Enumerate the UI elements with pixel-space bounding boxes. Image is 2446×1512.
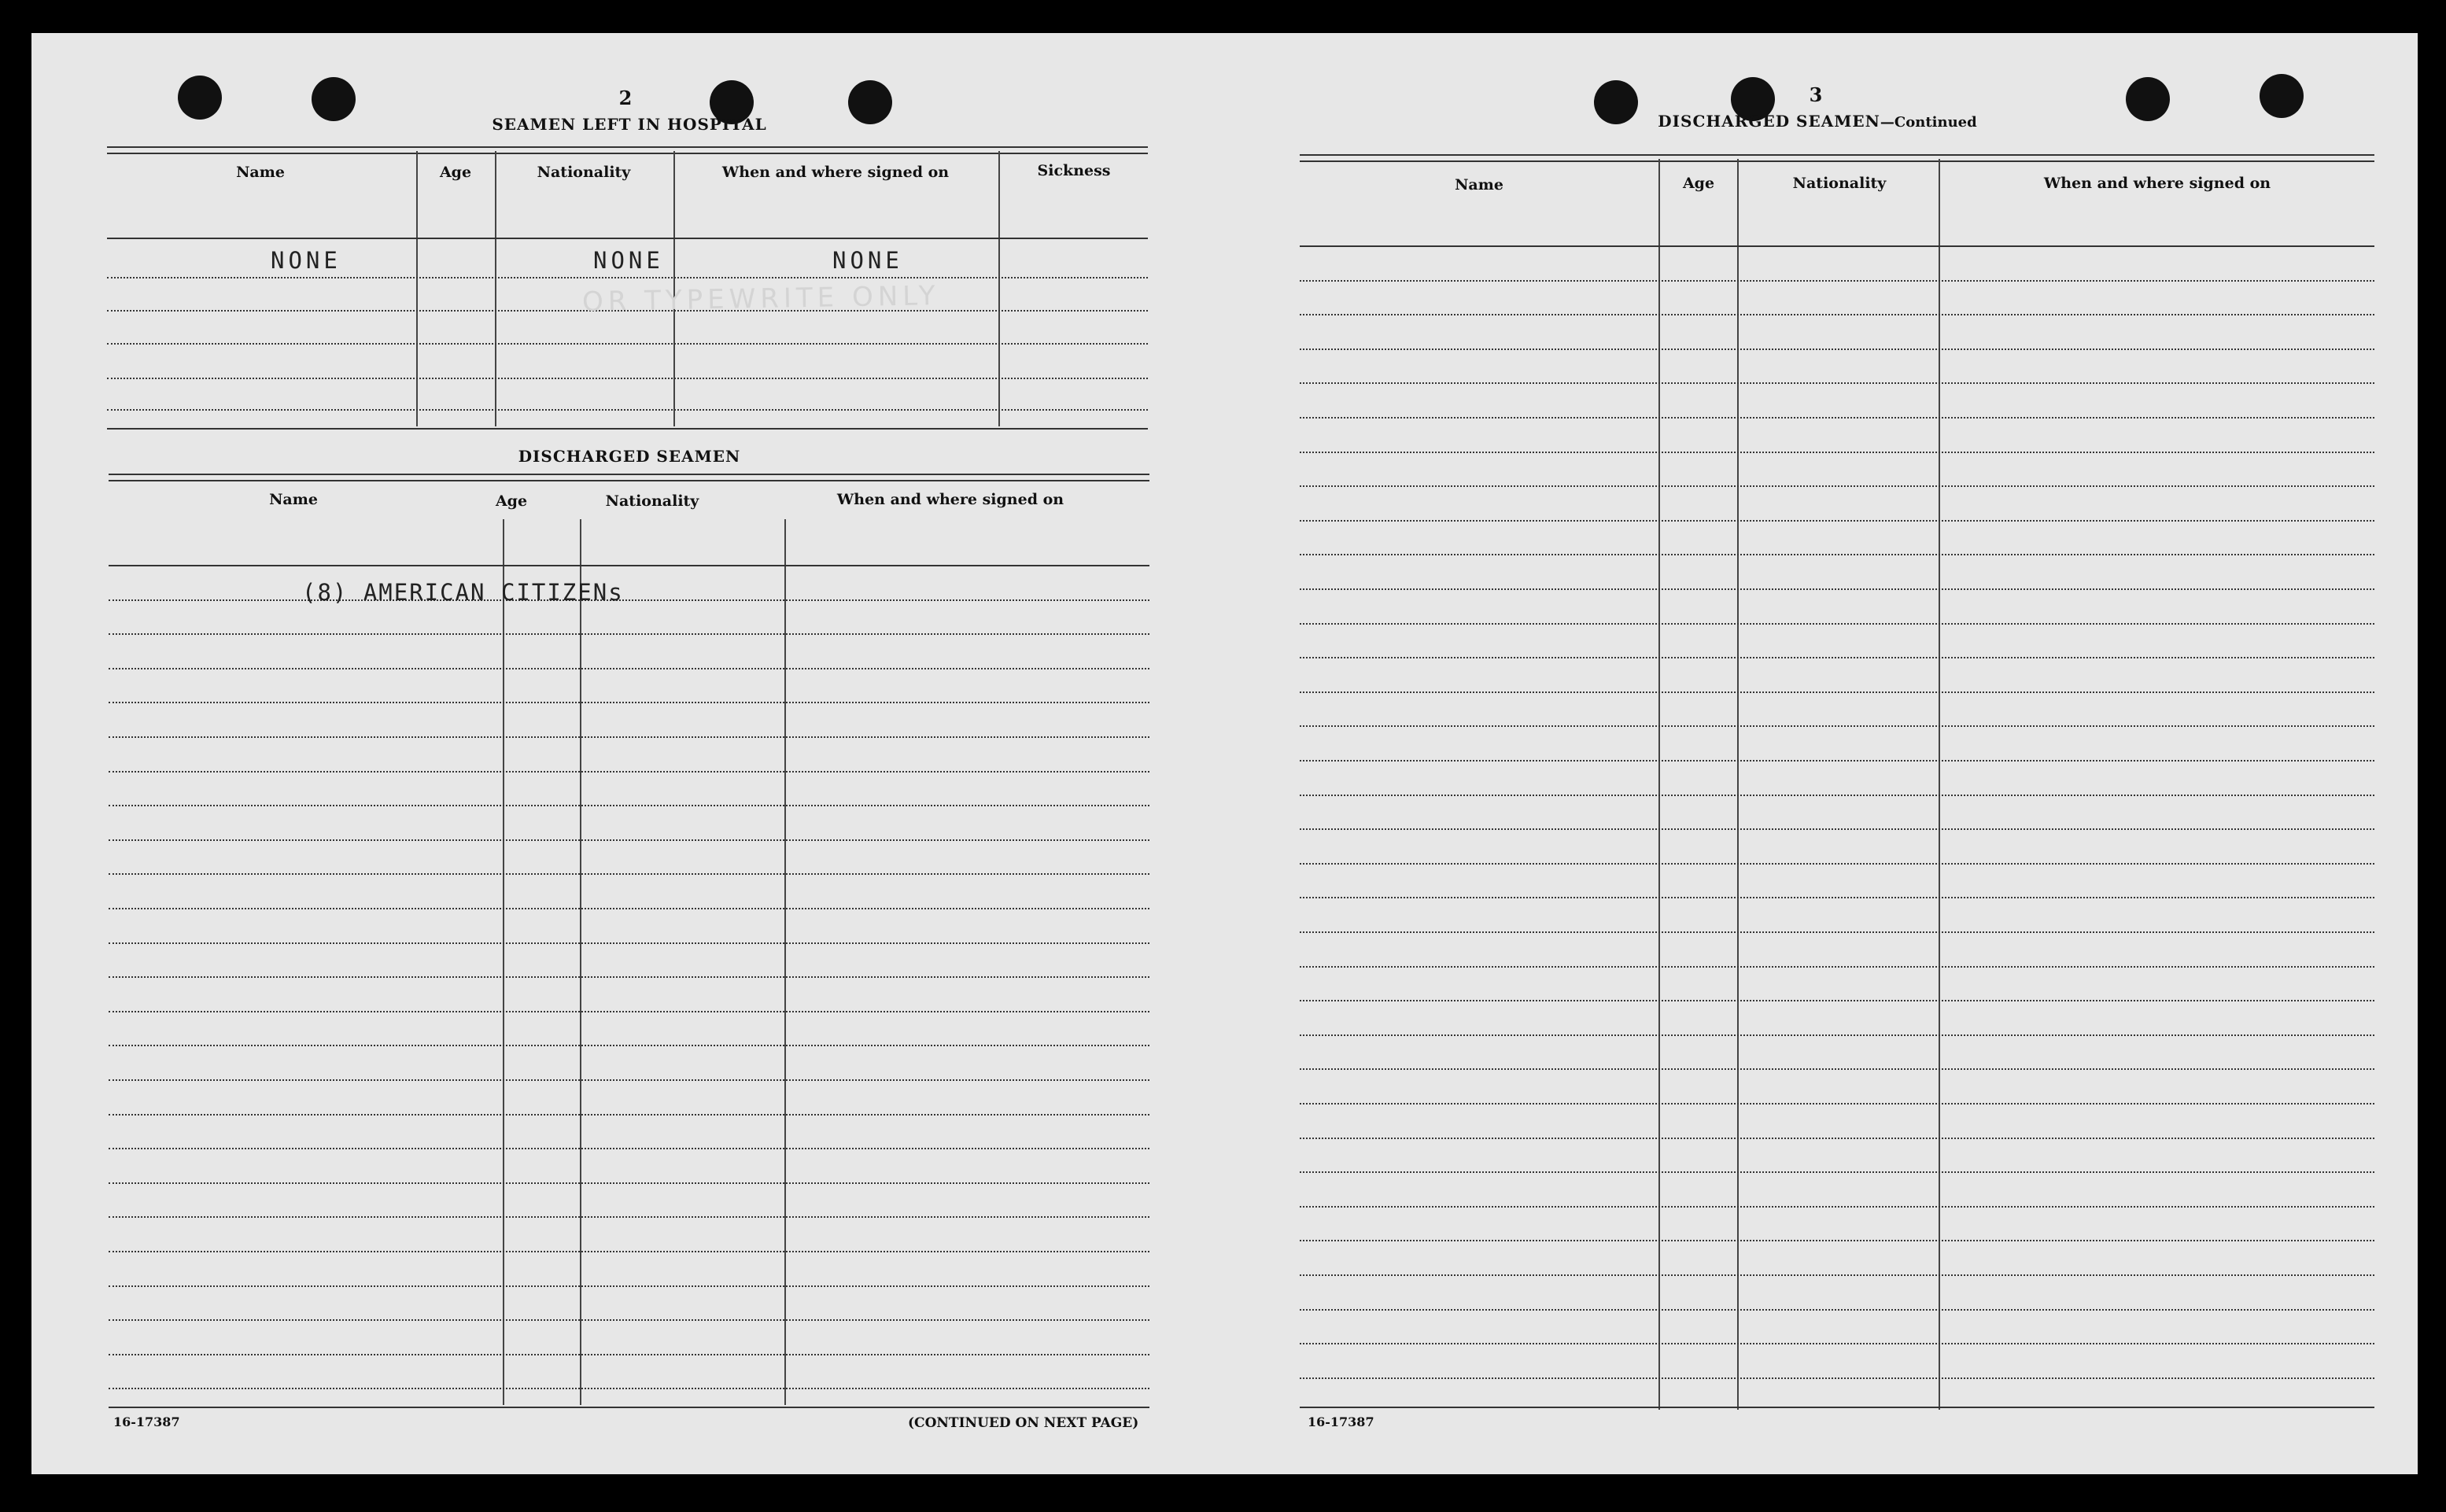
ruled-line: [1300, 245, 2374, 247]
column-header-nationality: Nationality: [605, 492, 699, 510]
ruled-line: [1300, 280, 2374, 282]
column-header-name: Name: [269, 491, 318, 508]
ruled-line: [1300, 691, 2374, 693]
ruled-line: [1300, 1309, 2374, 1311]
ruled-line: [109, 908, 1149, 909]
ruled-line: [109, 1148, 1149, 1149]
ruled-line: [109, 702, 1149, 703]
ruled-line: [1300, 417, 2374, 419]
ruled-line: [1300, 1034, 2374, 1036]
ruled-line: [1300, 760, 2374, 762]
ruled-line: [1300, 1274, 2374, 1276]
hospital-entry-nationality: NONE: [593, 247, 664, 274]
hospital-entry-when-where: NONE: [832, 247, 903, 274]
ruled-line: [109, 1079, 1149, 1081]
ruled-line: [109, 599, 1149, 601]
ruled-line: [109, 942, 1149, 944]
ruled-line: [109, 1011, 1149, 1012]
page-number-left: 2: [618, 87, 633, 109]
ruled-line: [1300, 1068, 2374, 1070]
discharged-continued-title-suffix: —Continued: [1880, 114, 1977, 131]
ruled-line: [1300, 520, 2374, 522]
punch-hole: [178, 76, 222, 120]
punch-hole: [1594, 80, 1638, 124]
ruled-line: [1300, 1206, 2374, 1208]
ruled-line: [1300, 795, 2374, 796]
column-header-name: Name: [236, 164, 285, 181]
punch-hole: [2260, 74, 2304, 118]
ruled-line: [1300, 485, 2374, 487]
ruled-line: [109, 1407, 1149, 1408]
ruled-line: [109, 1114, 1149, 1116]
form-number-right: 16-17387: [1308, 1414, 1374, 1429]
ruled-line: [109, 1319, 1149, 1321]
ruled-line: [1300, 897, 2374, 898]
ruled-line: [1300, 657, 2374, 658]
ruled-line: [109, 1354, 1149, 1355]
form-number-left: 16-17387: [113, 1414, 180, 1429]
form-sheet: [31, 33, 2418, 1474]
ruled-line: [109, 771, 1149, 773]
punch-hole: [2126, 77, 2170, 121]
column-header-nationality: Nationality: [537, 164, 631, 181]
ruled-line: [109, 633, 1149, 635]
discharged-entry: (8) AMERICAN CITIZENs: [302, 579, 624, 606]
column-header-when-where: When and where signed on: [836, 491, 1064, 508]
column-header-when-where: When and where signed on: [2043, 175, 2271, 192]
ruled-line: [1300, 348, 2374, 350]
ruled-line: [109, 1251, 1149, 1252]
ruled-line: [1300, 452, 2374, 453]
discharged-continued-title: [1652, 112, 1983, 131]
discharged-continued-table: [1300, 154, 2374, 1444]
ruled-line: [1300, 1103, 2374, 1104]
ruled-line: [1300, 554, 2374, 555]
ruled-line: [109, 976, 1149, 978]
ruled-line: [109, 1388, 1149, 1389]
ruled-line: [1300, 828, 2374, 830]
page-number-right: 3: [1809, 83, 1823, 106]
ruled-line: [109, 1045, 1149, 1046]
column-header-age: Age: [439, 164, 472, 181]
ruled-line: [109, 1182, 1149, 1184]
ruled-line: [109, 873, 1149, 875]
discharged-section-title: DISCHARGED SEAMEN: [518, 447, 741, 466]
ruled-line: [109, 565, 1149, 566]
ruled-line: [1300, 1407, 2374, 1408]
ruled-line: [1300, 1138, 2374, 1139]
column-header-age: Age: [1682, 175, 1715, 192]
ruled-line: [109, 805, 1149, 806]
ruled-line: [1300, 382, 2374, 384]
ruled-line: [1300, 1171, 2374, 1173]
continued-note: (CONTINUED ON NEXT PAGE): [908, 1415, 1139, 1431]
ruled-line: [1300, 1240, 2374, 1241]
ruled-line: [109, 839, 1149, 841]
column-header-when-where: When and where signed on: [721, 164, 950, 181]
hospital-entry-name: NONE: [271, 247, 341, 274]
column-header-sickness: Sickness: [1037, 162, 1111, 179]
ruled-line: [109, 1285, 1149, 1287]
column-header-nationality: Nationality: [1792, 175, 1887, 192]
ruled-line: [109, 668, 1149, 669]
column-header-age: Age: [495, 492, 528, 510]
ruled-line: [1300, 1377, 2374, 1379]
discharged-continued-title-main: DISCHARGED SEAMEN: [1658, 112, 1880, 131]
hospital-section-title: SEAMEN LEFT IN HOSPITAL: [492, 115, 767, 134]
discharged-table: [109, 474, 1149, 1449]
ruled-line: [109, 736, 1149, 738]
ruled-line: [109, 1216, 1149, 1218]
punch-hole: [848, 80, 892, 124]
ruled-line: [1300, 588, 2374, 590]
ruled-line: [1300, 1000, 2374, 1001]
ruled-line: [1300, 725, 2374, 727]
ruled-line: [1300, 314, 2374, 315]
column-header-name: Name: [1455, 176, 1503, 194]
punch-hole: [312, 77, 356, 121]
ruled-line: [1300, 623, 2374, 625]
ruled-line: [1300, 863, 2374, 865]
ruled-line: [1300, 1343, 2374, 1344]
ruled-line: [1300, 966, 2374, 968]
faint-stamp-text: OR TYPEWRITE ONLY: [581, 280, 940, 318]
ruled-line: [1300, 931, 2374, 933]
